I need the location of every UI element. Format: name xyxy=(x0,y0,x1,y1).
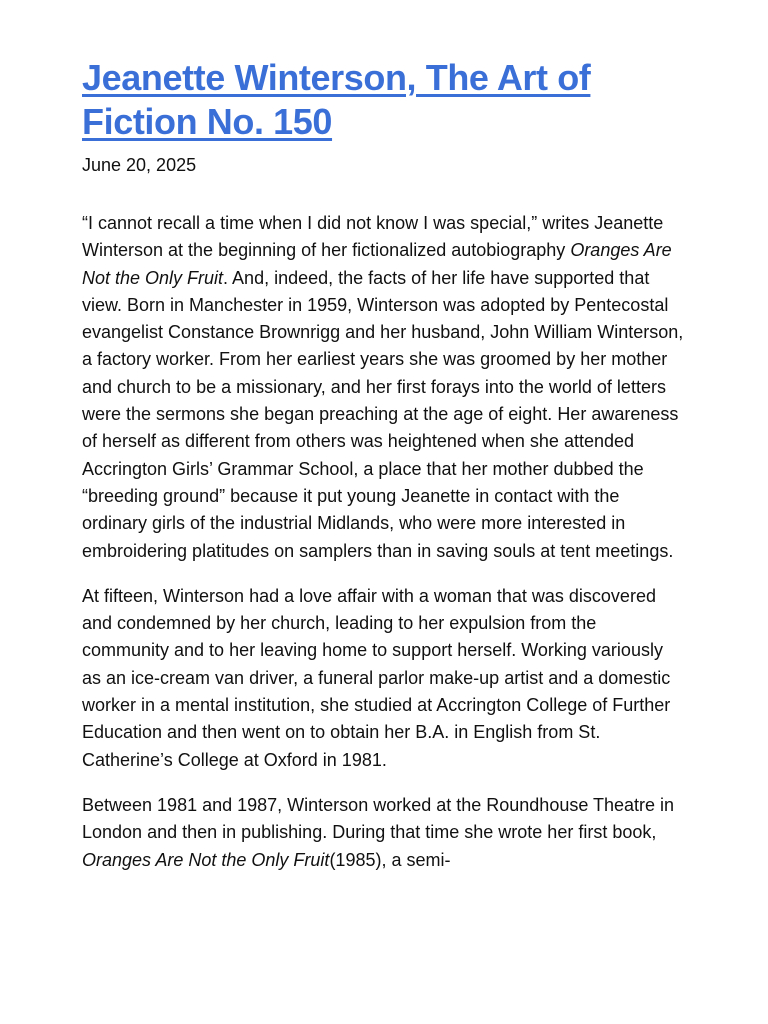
paragraph-3-text-b: (1985), a semi- xyxy=(329,849,451,870)
publish-date: June 20, 2025 xyxy=(82,155,197,175)
book-title-emphasis: Oranges Are Not the Only Fruit xyxy=(82,240,672,288)
paragraph-1-text-b: . And, indeed, the facts of her life have supported that view. Born in Manchester in 1959, Winterson was adopted by Pentecostal evangelist Constance Brownrigg and her husband, John William Winterson, a factory worker. From her earliest years she was groomed by her mother and church to be a missionary, and her first forays into the world of letters were the sermons she began preaching at the age of eight. Her awareness of herself as different from others was heightened when she attended Accrington Girls’ Grammar School, a place that her mother dubbed the “breeding ground” because it put young Jeanette in contact with the ordinary girls of the industrial Midlands, who were more interested in embroidering platitudes on samplers than in saving souls at tent meetings. xyxy=(82,267,684,561)
paragraph-1-text-a: “I cannot recall a time when I did not know I was special,” writes Jeanette Winterson at the beginning of her fictionalized autobiography xyxy=(82,213,664,261)
article-title-link[interactable]: Jeanette Winterson, The Art of Fiction No. 150 xyxy=(82,57,591,142)
paragraph-2: At fifteen, Winterson had a love affair with a woman that was discovered and condemned by her church, leading to her expulsion from the community and to her leaving home to support herself. Working variously as an ice-cream van driver, a funeral parlor make-up artist and a domestic worker in a mental institution, she studied at Accrington College of Further Education and then went on to obtain her B.A. in English from St. Catherine’s College at Oxford in 1981. xyxy=(82,585,671,770)
paragraph-3 xyxy=(82,792,686,874)
paragraph-1 xyxy=(82,210,686,565)
article-title xyxy=(82,56,686,144)
paragraph-3-text-a: Between 1981 and 1987, Winterson worked at the Roundhouse Theatre in London and then in publishing. During that time she wrote her first book, xyxy=(82,794,675,843)
book-title-emphasis: Oranges Are Not the Only Fruit xyxy=(82,849,330,870)
